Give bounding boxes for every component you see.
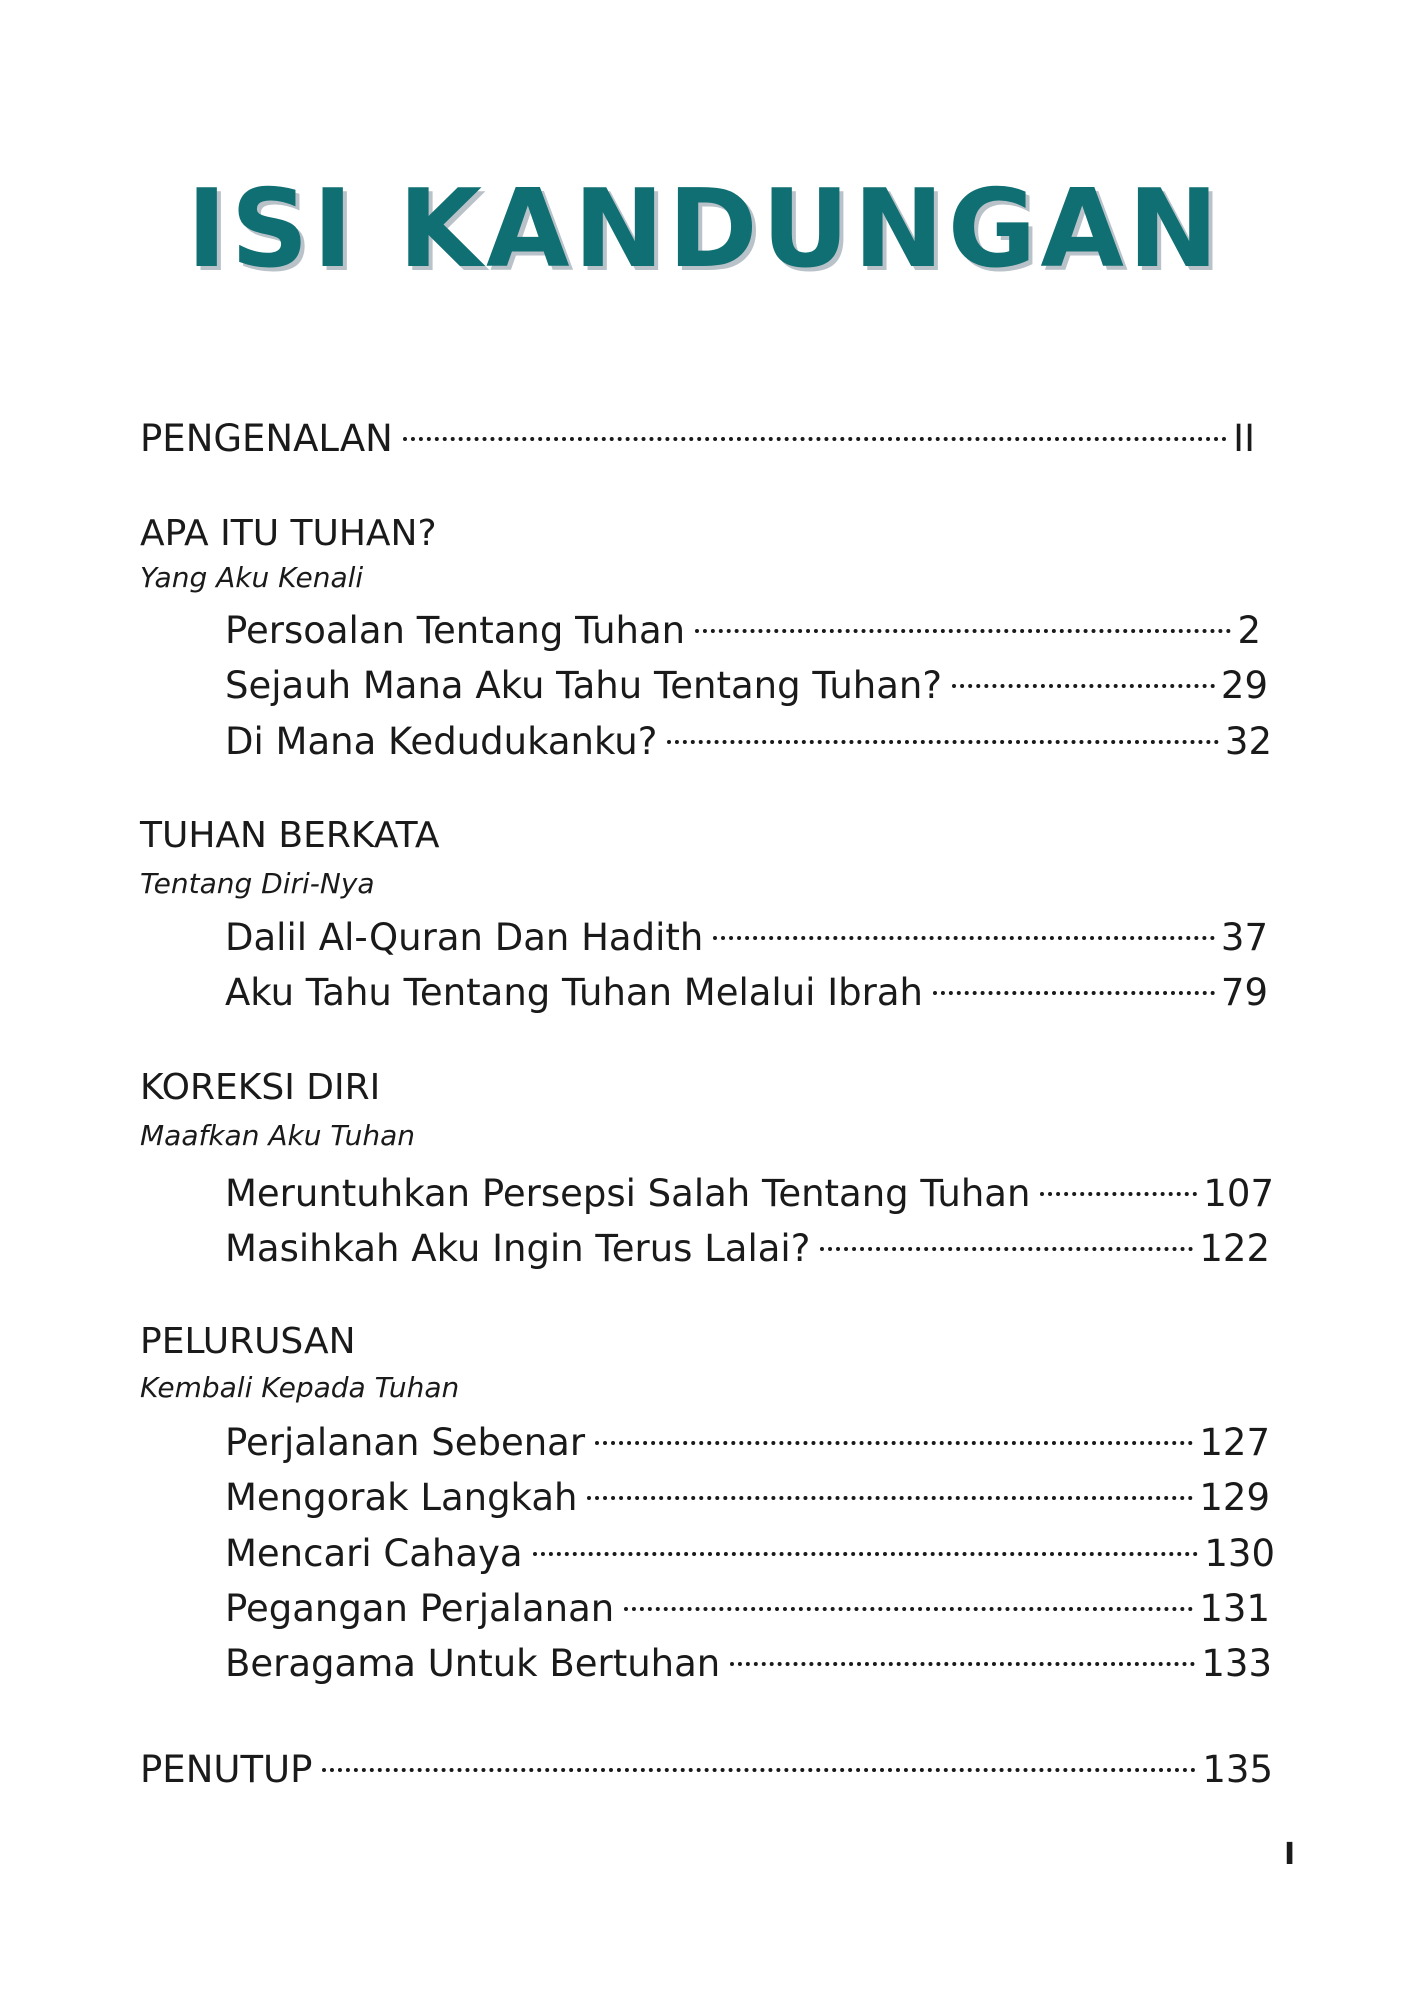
dot-leader [533,1520,1199,1566]
toc-page-number: 37 [1220,916,1268,959]
toc-entry-label: Sejauh Mana Aku Tahu Tentang Tuhan? [225,664,943,707]
section-subtitle: Kembali Kepada Tuhan [140,1371,460,1404]
section-subtitle: Maafkan Aku Tuhan [140,1119,416,1152]
toc-page-number: 79 [1220,971,1268,1014]
toc-page-number: 29 [1220,664,1268,707]
dot-leader [952,652,1215,698]
section-heading: PELURUSAN [140,1321,356,1362]
toc-entry-label: Dalil Al-Quran Dan Hadith [225,916,704,959]
toc-entry-label: PENUTUP [140,1748,313,1791]
toc-entry-pengenalan [140,405,1255,462]
toc-page-number: 131 [1199,1587,1270,1630]
toc-entry [225,1215,1270,1272]
dot-leader [695,597,1231,643]
toc-entry-label: Aku Tahu Tentang Tuhan Melalui Ibrah [225,971,923,1014]
toc-entry-label: Mencari Cahaya [225,1532,523,1575]
dot-leader [1040,1160,1197,1206]
toc-page-number: II [1233,417,1255,460]
folio-page-number: I [1284,1837,1296,1872]
toc-entry [225,1630,1272,1687]
dot-leader [322,1736,1196,1782]
toc-page-number: 122 [1199,1227,1270,1270]
toc-page-number: 2 [1237,609,1261,652]
dot-leader [933,959,1215,1005]
toc-entry-label: Beragama Untuk Bertuhan [225,1642,721,1685]
dot-leader [730,1630,1195,1676]
toc-page-number: 107 [1203,1172,1274,1215]
toc-entry-label: Di Mana Kedudukanku? [225,720,658,763]
toc-page-number: 130 [1204,1532,1275,1575]
toc-entry [225,597,1261,654]
toc-page-number: 135 [1202,1748,1273,1791]
toc-entry-label: PENGENALAN [140,417,393,460]
toc-entry [225,1520,1275,1577]
toc-entry [225,959,1268,1016]
toc-entry [225,708,1272,765]
dot-leader [713,904,1215,950]
section-subtitle: Tentang Diri-Nya [140,867,375,900]
section-heading: TUHAN BERKATA [140,815,440,856]
toc-entry-label: Mengorak Langkah [225,1476,578,1519]
toc-entry-label: Masihkah Aku Ingin Terus Lalai? [225,1227,811,1270]
toc-entry-penutup [140,1736,1273,1793]
toc-entry-label: Persoalan Tentang Tuhan [225,609,686,652]
toc-page-number: 127 [1199,1421,1270,1464]
toc-page-number: 133 [1201,1642,1272,1685]
toc-entry [225,904,1268,961]
toc-entry [225,1575,1270,1632]
toc-entry-label: Meruntuhkan Persepsi Salah Tentang Tuhan [225,1172,1031,1215]
dot-leader [595,1409,1193,1455]
page-title: ISI KANDUNGAN [186,167,1223,292]
dot-leader [820,1215,1193,1261]
dot-leader [403,405,1227,451]
toc-entry [225,1160,1274,1217]
dot-leader [624,1575,1193,1621]
dot-leader [587,1464,1193,1510]
toc-page-number: 32 [1224,720,1272,763]
toc-page-number: 129 [1199,1476,1270,1519]
toc-entry-label: Pegangan Perjalanan [225,1587,615,1630]
toc-entry [225,1464,1270,1521]
toc-entry [225,652,1268,709]
section-heading: APA ITU TUHAN? [140,513,437,554]
toc-entry-label: Perjalanan Sebenar [225,1421,586,1464]
section-subtitle: Yang Aku Kenali [140,561,364,594]
section-heading: KOREKSI DIRI [140,1067,381,1108]
dot-leader [667,708,1219,754]
toc-entry [225,1409,1270,1466]
